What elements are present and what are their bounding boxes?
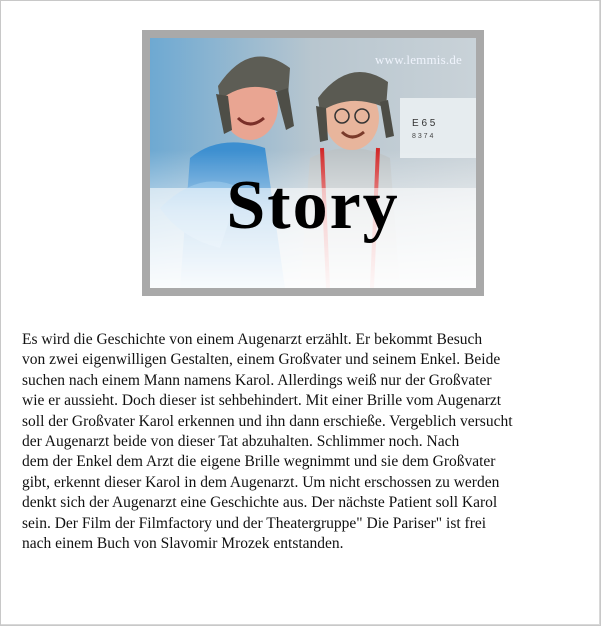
story-line: nach einem Buch von Slavomir Mrozek entstanden. (22, 535, 344, 553)
story-line: suchen nach einem Mann namens Karol. Allerdings weiß nur der Großvater (22, 371, 492, 389)
story-line: dem der Enkel dem Arzt die eigene Brille wegnimmt und sie dem Großvater (22, 453, 496, 471)
story-line: denkt sich der Augenarzt eine Geschichte aus. Der nächste Patient soll Karol (22, 494, 498, 512)
story-line: von zwei eigenwilligen Gestalten, einem Großvater und seinem Enkel. Beide (22, 351, 501, 369)
story-line: soll der Großvater Karol erkennen und ihn dann erschieße. Vergeblich versucht (22, 412, 513, 430)
watermark-text: www.lemmis.de (375, 52, 462, 67)
story-paragraph (22, 330, 588, 554)
story-line: der Augenarzt beide von dieser Tat abzuhalten. Schlimmer noch. Nach (22, 433, 460, 451)
story-banner (142, 30, 484, 296)
story-line: Es wird die Geschichte von einem Augenarzt erzählt. Er bekommt Besuch (22, 331, 483, 348)
svg-text:8 3 7 4: 8 3 7 4 (412, 133, 434, 140)
banner-photo (150, 38, 476, 288)
story-line: sein. Der Film der Filmfactory und der Theatergruppe" Die Pariser" ist frei (22, 514, 487, 532)
banner-title: Story (226, 167, 400, 244)
svg-text:E 6 5: E 6 5 (412, 118, 436, 129)
story-line: wie er aussieht. Doch dieser ist sehbehindert. Mit einer Brille vom Augenarzt (22, 392, 502, 410)
story-line: gibt, erkennt dieser Karol in dem Augenarzt. Um nicht erschossen zu werden (22, 473, 500, 491)
banner-image-area (150, 38, 476, 288)
